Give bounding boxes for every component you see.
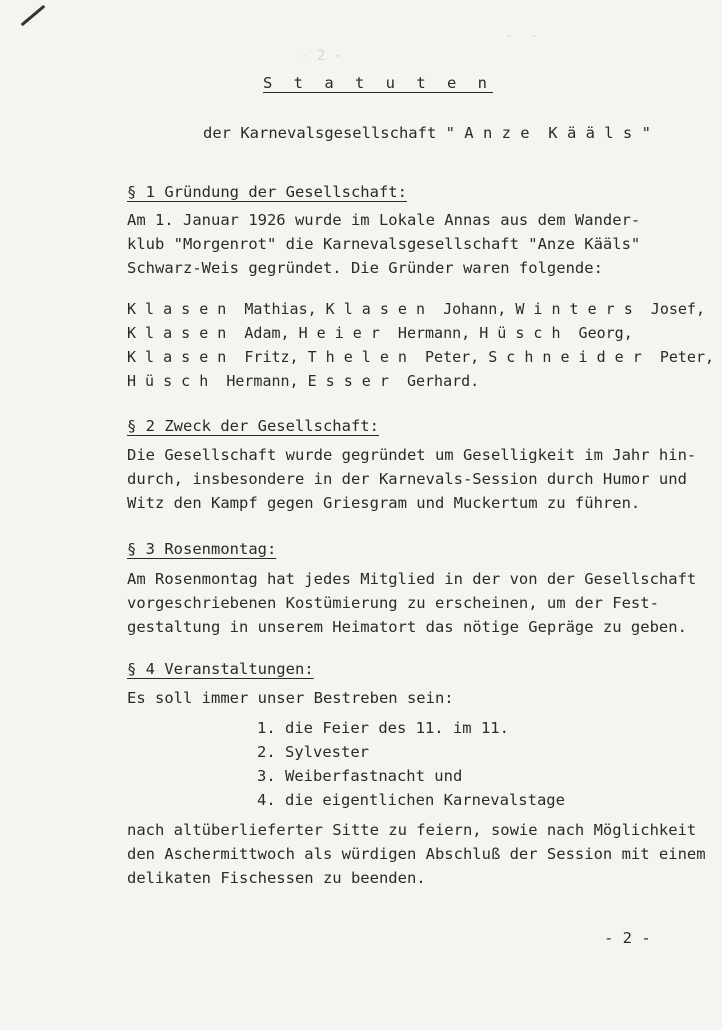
founders-line: K l a s e n Fritz, T h e l e n Peter, S c h n e i d e r Peter, — [127, 348, 714, 366]
pen-mark — [21, 5, 46, 27]
section-heading: § 4 Veranstaltungen: — [127, 660, 314, 678]
paragraph-line: Am Rosenmontag hat jedes Mitglied in der von der Gesellschaft — [127, 570, 697, 588]
paragraph-line: durch, insbesondere in der Karnevals-Session durch Humor und — [127, 470, 687, 488]
bleed-through-text: - - — [505, 28, 539, 44]
paragraph-line: nach altüberlieferter Sitte zu feiern, sowie nach Möglichkeit — [127, 821, 697, 839]
page-number: - 2 - — [604, 929, 651, 947]
list-item: 1. die Feier des 11. im 11. — [257, 719, 509, 737]
paragraph-line: den Aschermittwoch als würdigen Abschluß der Session mit einem — [127, 845, 706, 863]
paragraph-line: Witz den Kampf gegen Griesgram und Muckertum zu führen. — [127, 494, 641, 512]
section-heading: § 2 Zweck der Gesellschaft: — [127, 417, 379, 435]
founders-line: H ü s c h Hermann, E s s e r Gerhard. — [127, 372, 480, 390]
list-item: 3. Weiberfastnacht und — [257, 767, 463, 785]
founders-line: K l a s e n Adam, H e i e r Hermann, H ü s c h Georg, — [127, 324, 633, 342]
paragraph-line: Es soll immer unser Bestreben sein: — [127, 689, 454, 707]
paragraph-line: gestaltung in unserem Heimatort das nötige Gepräge zu geben. — [127, 618, 687, 636]
founders-line: K l a s e n Mathias, K l a s e n Johann, W i n t e r s Josef, — [127, 300, 705, 318]
paragraph-line: delikaten Fischessen zu beenden. — [127, 869, 426, 887]
paragraph-line: Die Gesellschaft wurde gegründet um Geselligkeit im Jahr hin- — [127, 446, 697, 464]
bleed-through-text: - 2 - — [300, 48, 343, 64]
paragraph-line: vorgeschriebenen Kostümierung zu erscheinen, um der Fest- — [127, 594, 659, 612]
list-item: 4. die eigentlichen Karnevalstage — [257, 791, 565, 809]
paragraph-line: Schwarz-Weis gegründet. Die Gründer waren folgende: — [127, 259, 603, 277]
section-heading: § 3 Rosenmontag: — [127, 540, 277, 558]
document-subtitle: der Karnevalsgesellschaft " A n z e K ä ä l s " — [203, 124, 651, 142]
paragraph-line: klub "Morgenrot" die Karnevalsgesellschaft "Anze Kääls" — [127, 235, 641, 253]
document-title: S t a t u t e n — [263, 74, 493, 92]
paragraph-line: Am 1. Januar 1926 wurde im Lokale Annas aus dem Wander- — [127, 211, 641, 229]
list-item: 2. Sylvester — [257, 743, 369, 761]
section-heading: § 1 Gründung der Gesellschaft: — [127, 183, 407, 201]
